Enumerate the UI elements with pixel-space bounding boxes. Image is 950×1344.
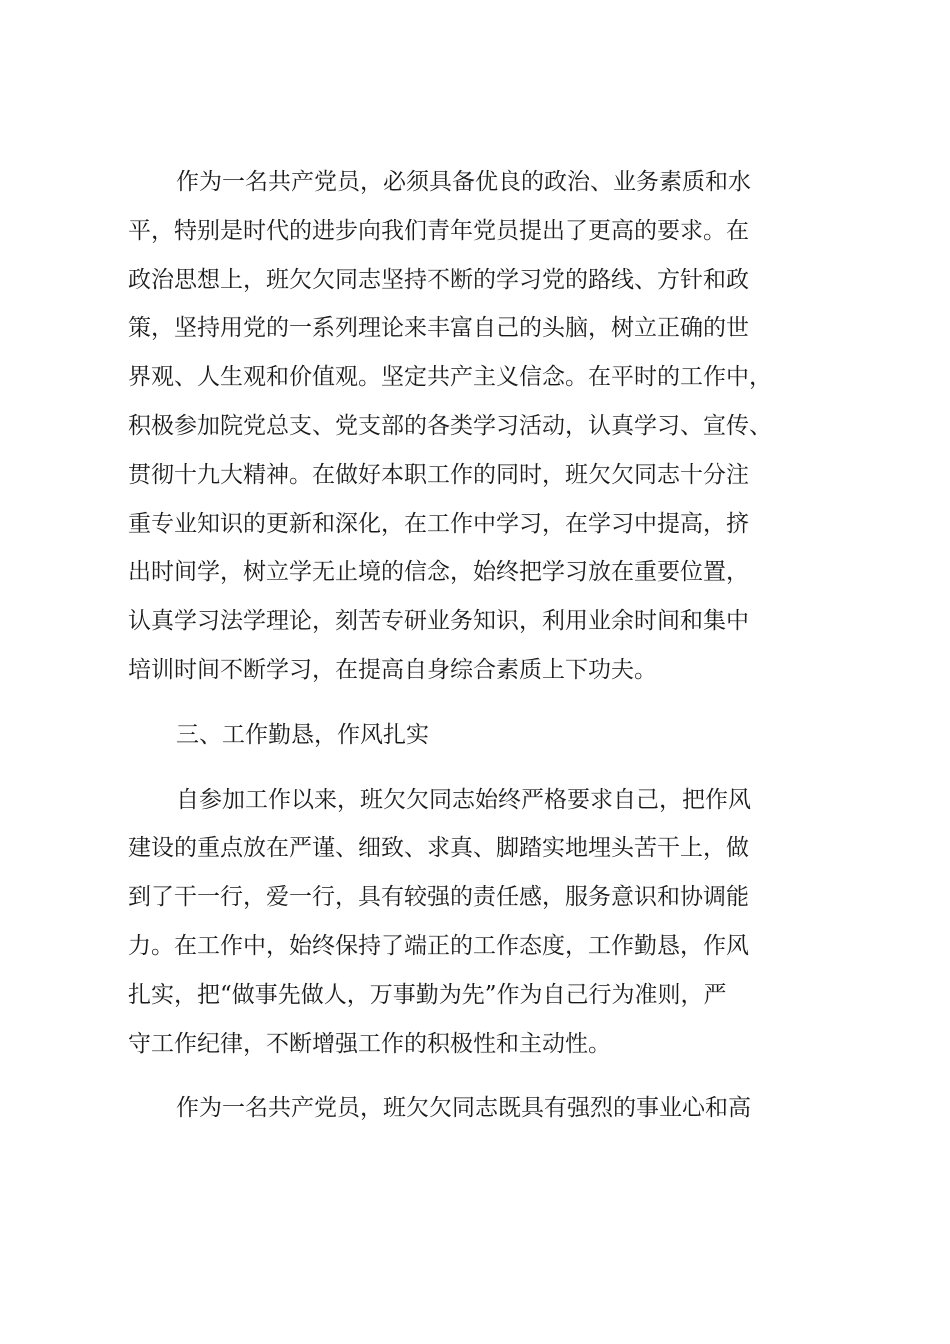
text-line: 扎实，把“做事先做人，万事勤为先”作为自己行为准则，严 — [128, 981, 727, 1008]
paragraph-dedication — [128, 1084, 818, 1133]
text-line: 认真学习法学理论，刻苦专研业务知识，利用业余时间和集中 — [128, 608, 749, 635]
text-line: 作为一名共产党员，班欠欠同志既具有强烈的事业心和高 — [176, 1095, 751, 1122]
section-heading — [128, 711, 818, 760]
text-line: 重专业知识的更新和深化，在工作中学习，在学习中提高，挤 — [128, 510, 749, 537]
text-line: 到了干一行，爱一行，具有较强的责任感，服务意识和协调能 — [128, 884, 749, 911]
paragraph-political-quality — [128, 158, 818, 695]
heading-text: 三、工作勤恳，作风扎实 — [176, 721, 429, 748]
text-line: 积极参加院党总支、党支部的各类学习活动，认真学习、宣传、 — [128, 412, 772, 439]
text-line: 出时间学，树立学无止境的信念，始终把学习放在重要位置， — [128, 559, 749, 586]
text-line: 政治思想上，班欠欠同志坚持不断的学习党的路线、方针和政 — [128, 266, 749, 293]
text-line: 建设的重点放在严谨、细致、求真、脚踏实地埋头苦干上，做 — [128, 835, 749, 862]
paragraph-spacing — [128, 1068, 818, 1084]
text-line: 培训时间不断学习，在提高自身综合素质上下功夫。 — [128, 656, 657, 683]
text-line: 贯彻十九大精神。在做好本职工作的同时，班欠欠同志十分注 — [128, 461, 749, 488]
text-line: 自参加工作以来，班欠欠同志始终严格要求自己，把作风 — [176, 786, 751, 813]
text-line: 力。在工作中，始终保持了端正的工作态度，工作勤恳，作风 — [128, 932, 749, 959]
text-line: 守工作纪律，不断增强工作的积极性和主动性。 — [128, 1030, 611, 1057]
paragraph-spacing — [128, 760, 818, 776]
text-line: 平，特别是时代的进步向我们青年党员提出了更高的要求。在 — [128, 217, 749, 244]
paragraph-spacing — [128, 695, 818, 711]
document-body — [128, 158, 818, 1133]
text-line: 策，坚持用党的一系列理论来丰富自己的头脑，树立正确的世 — [128, 315, 749, 342]
paragraph-work-style — [128, 776, 818, 1069]
text-line: 作为一名共产党员，必须具备优良的政治、业务素质和水 — [176, 169, 751, 195]
text-line: 界观、人生观和价值观。坚定共产主义信念。在平时的工作中， — [128, 364, 772, 391]
